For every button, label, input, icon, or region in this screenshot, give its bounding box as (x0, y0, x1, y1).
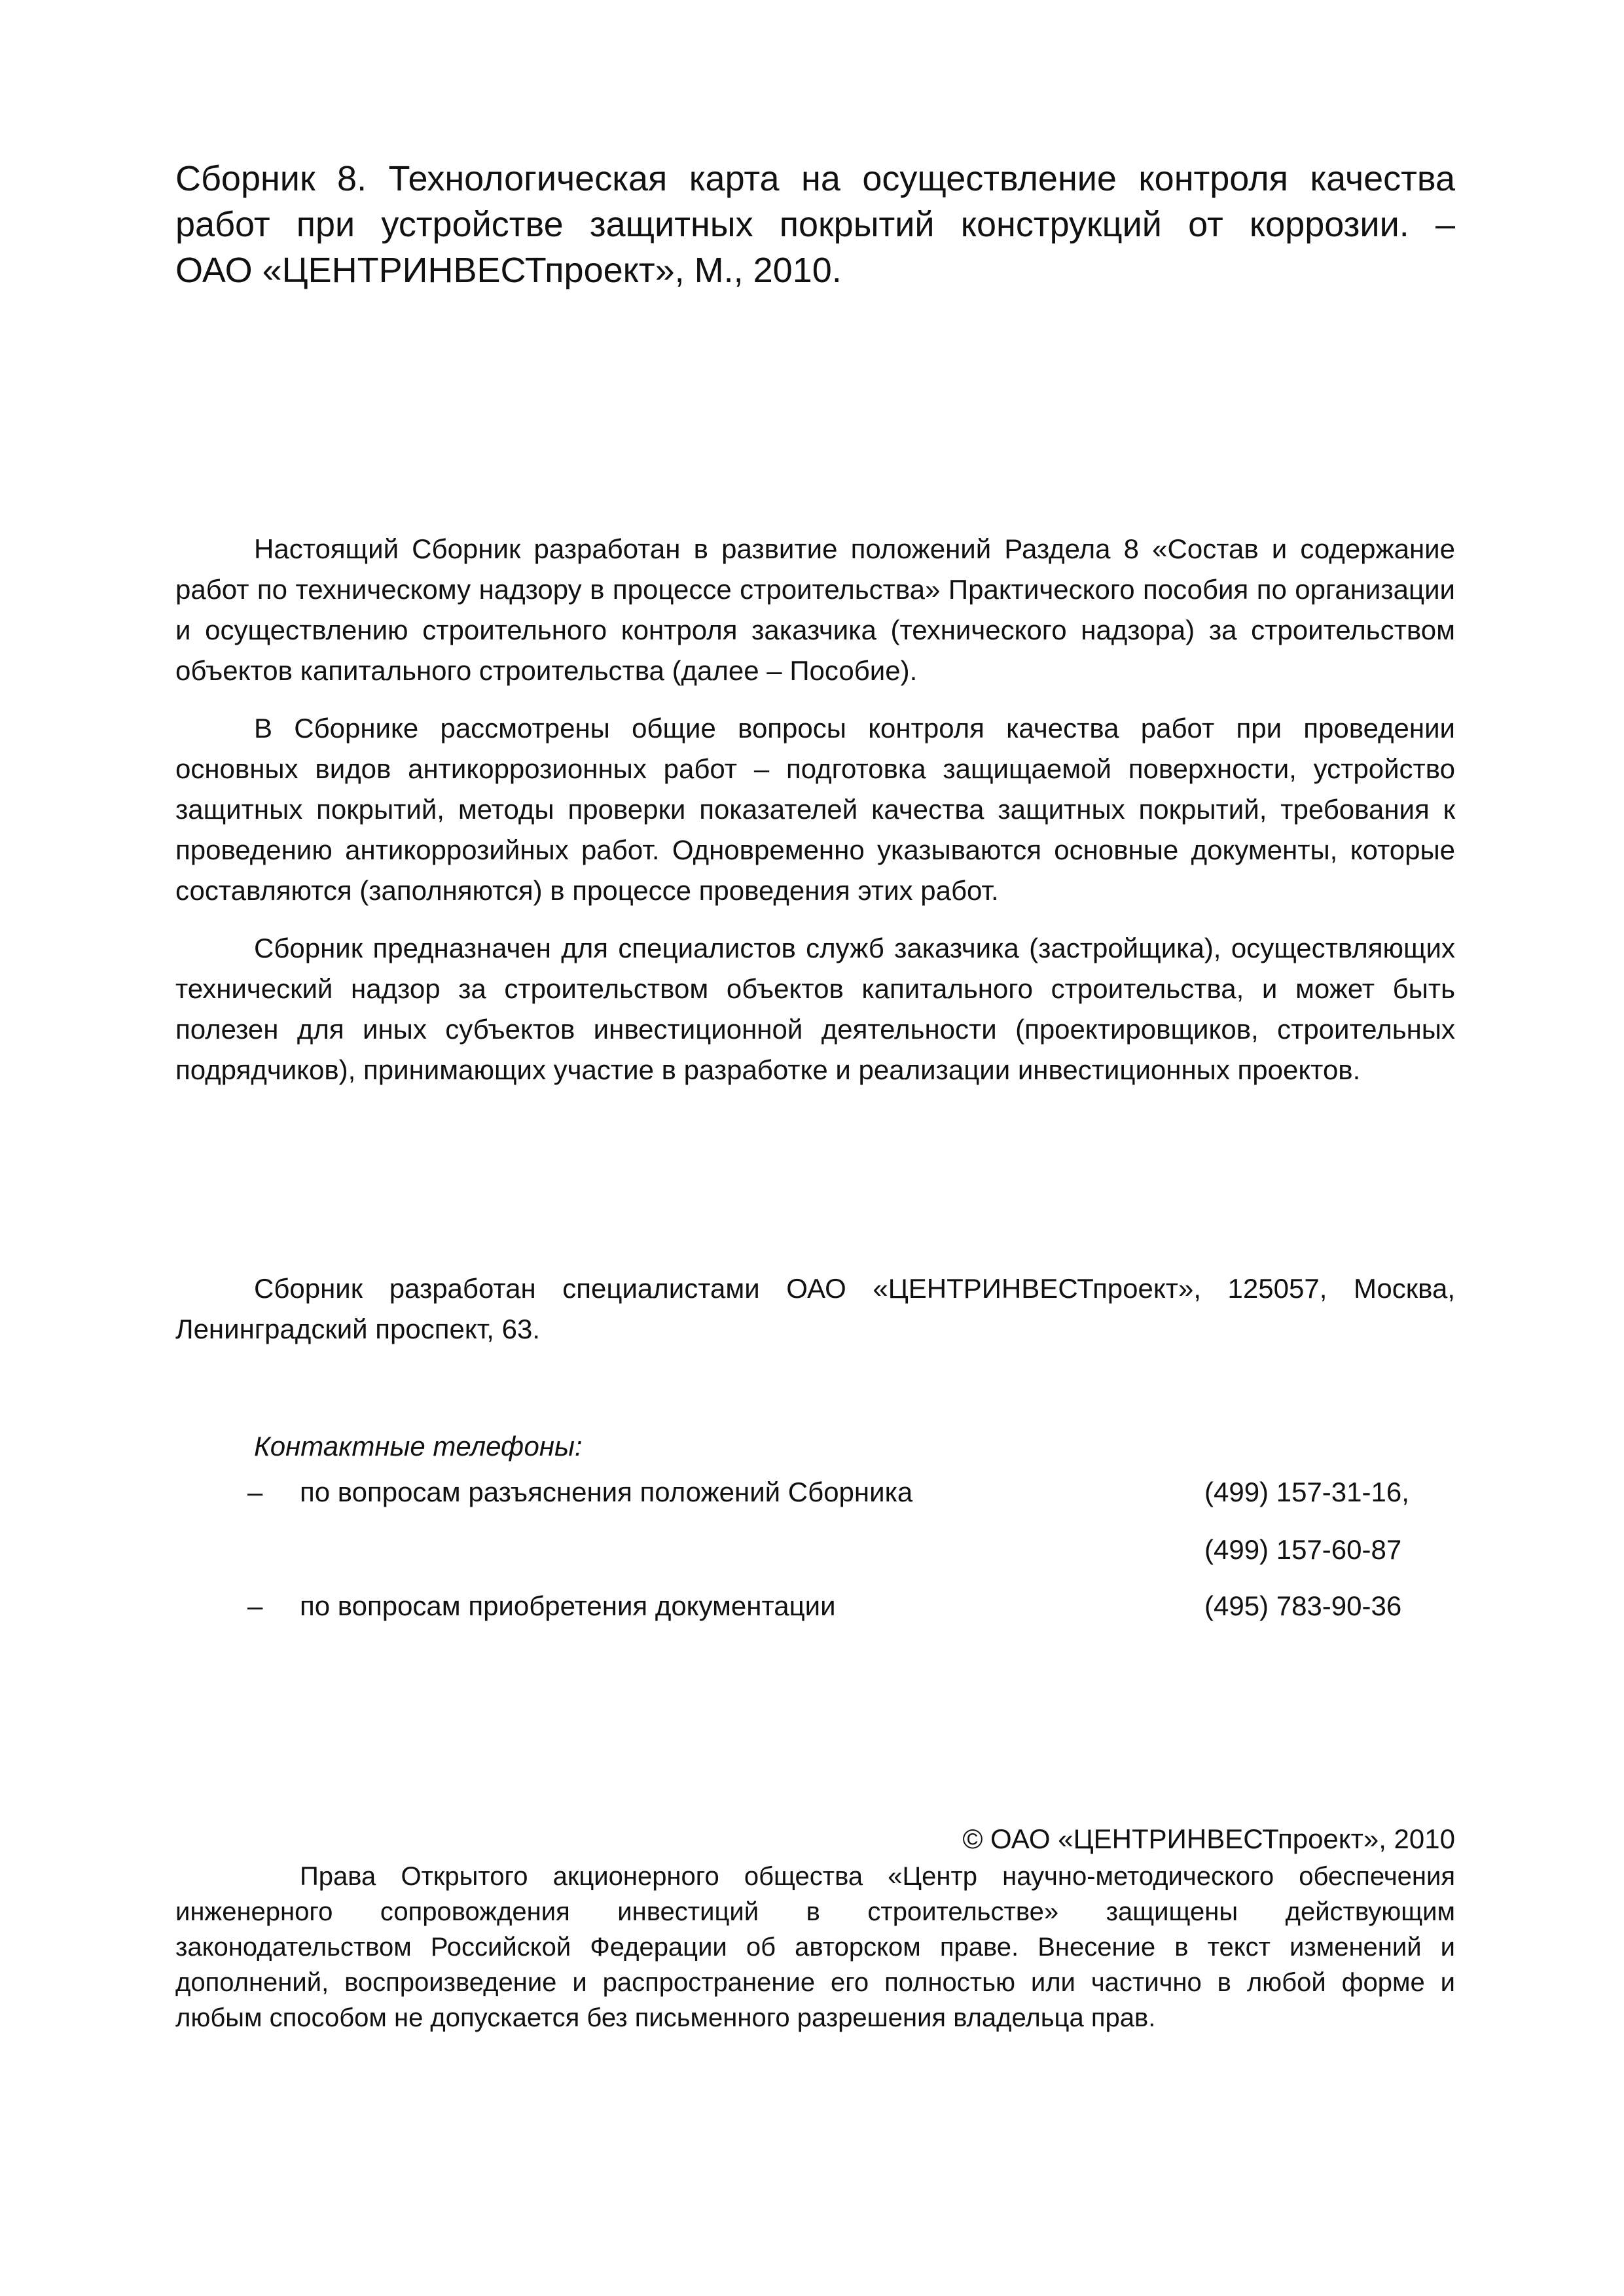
contact-row-explanations (247, 1473, 1455, 1512)
title-line-1: Сборник 8. Технологическая карта на осуществление контроля качества (175, 159, 1455, 198)
contact-label: по вопросам разъяснения положений Сборника (300, 1477, 913, 1507)
contact-row-explanations-second-phone (247, 1530, 1455, 1570)
contact-row-purchase (247, 1587, 1455, 1626)
title-line-3: ОАО «ЦЕНТРИНВЕСТпроект», М., 2010. (175, 251, 842, 290)
contact-dash: – (247, 1590, 263, 1621)
intro-section (175, 529, 1455, 1107)
rights-statement: Права Открытого акционерного общества «Центр научно-методического обеспечения инженерного сопровождения инвестиций в строительстве» защищены действующим законодательством Российской Федерации об авторском праве. Внесение в текст изменений и дополнений, воспроизведение и распространение его полностью или частично в любой форме и любым способом не допускается без письменного разрешения владельца прав. (175, 1862, 1455, 2032)
author-info: Сборник разработан специалистами ОАО «ЦЕНТРИНВЕСТпроект», 125057, Москва, Ленинградский проспект, 63. (175, 1273, 1455, 1344)
contacts-heading: Контактные телефоны: (254, 1431, 583, 1462)
title-line-2: работ при устройстве защитных покрытий конструкций от коррозии. – (175, 205, 1455, 244)
copyright-notice: © ОАО «ЦЕНТРИНВЕСТпроект», 2010 (962, 1823, 1455, 1854)
intro-paragraph-1: Настоящий Сборник разработан в развитие положений Раздела 8 «Состав и содержание работ по техническому надзору в процессе строительства» Практического пособия по организации и осуществлению строительного контроля заказчика (технического надзора) за строительством объектов капитального строительства (далее – Пособие). (175, 533, 1455, 686)
contact-phone: (499) 157-31-16, (1204, 1477, 1409, 1507)
contact-dash: – (247, 1477, 263, 1507)
intro-paragraph-2: В Сборнике рассмотрены общие вопросы контроля качества работ при проведении основных видов антикоррозионных работ – подготовка защищаемой поверхности, устройство защитных покрытий, методы проверки показателей качества защитных покрытий, требования к проведению антикоррозийных работ. Одновременно указываются основные документы, которые составляются (заполняются) в процессе проведения этих работ. (175, 713, 1455, 906)
contact-label: по вопросам приобретения документации (300, 1590, 836, 1621)
contact-phone: (499) 157-60-87 (1204, 1534, 1402, 1565)
contact-phone: (495) 783-90-36 (1204, 1590, 1402, 1621)
document-title (175, 156, 1455, 293)
intro-paragraph-3: Сборник предназначен для специалистов служб заказчика (застройщика), осуществляющих технический надзор за строительством объектов капитального строительства, и может быть полезен для иных субъектов инвестиционной деятельности (проектировщиков, строительных подрядчиков), принимающих участие в разработке и реализации инвестиционных проектов. (175, 933, 1455, 1085)
